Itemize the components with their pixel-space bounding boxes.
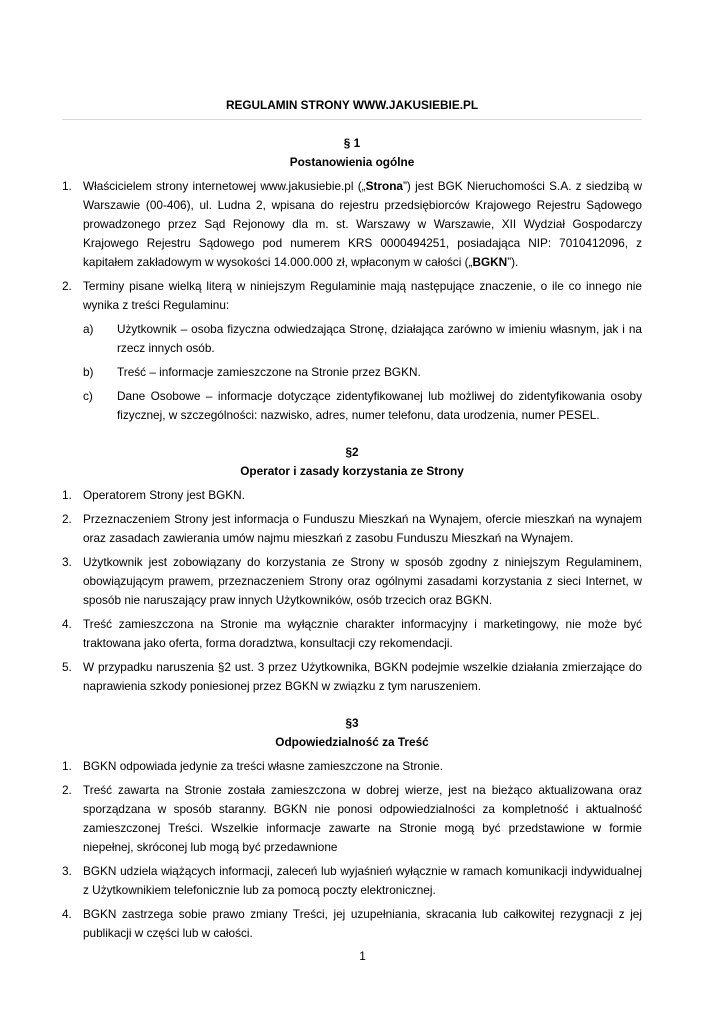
item-number: 4. bbox=[62, 907, 72, 921]
section bbox=[62, 714, 642, 943]
document-body bbox=[62, 96, 642, 943]
item-number: 3. bbox=[62, 864, 72, 878]
list-item bbox=[62, 177, 642, 272]
section-number: §3 bbox=[345, 716, 359, 730]
definition-text: Treść – informacje zamieszczone na Stronie przez BGKN. bbox=[117, 365, 421, 379]
section-title: Postanowienia ogólne bbox=[289, 155, 415, 169]
list-item bbox=[62, 781, 642, 857]
section-title: Operator i zasady korzystania ze Strony bbox=[240, 464, 464, 478]
definition-letter: c) bbox=[83, 389, 93, 403]
item-number: 1. bbox=[62, 179, 72, 193]
section-number: § 1 bbox=[343, 136, 361, 150]
defined-term: BGKN bbox=[472, 255, 508, 269]
section-number: §2 bbox=[345, 445, 359, 459]
definition-item bbox=[83, 387, 642, 425]
text-run: Treść zawarta na Stronie została zamieszczona w dobrej wierze, jest na bieżąco aktualizowana oraz sporządzana w sposób staranny. BGKN nie ponosi odpowiedzialności za kompletność i aktualność zamieszczonej Treści. Wszelkie informacje zawarte na Stronie mogą być przedstawione w formie niepełnej, skróconej lub mogą być przedawnione bbox=[83, 783, 642, 854]
item-number: 2. bbox=[62, 279, 72, 293]
item-text bbox=[83, 488, 245, 502]
text-run: BGKN zastrzega sobie prawo zmiany Treści, jej uzupełniania, skracania lub całkowitej rezygnacji z jej publikacji w części lub w całości. bbox=[83, 907, 642, 940]
section-title: Odpowiedzialność za Treść bbox=[275, 735, 429, 749]
item-text bbox=[83, 864, 642, 897]
text-run: W przypadku naruszenia §2 ust. 3 przez Użytkownika, BGKN podejmie wszelkie działania zmierzające do naprawienia szkody poniesionej przez BGKN w związku z tym naruszeniem. bbox=[83, 660, 642, 693]
list-item bbox=[62, 658, 642, 696]
item-text bbox=[83, 555, 642, 607]
list-item bbox=[62, 757, 642, 776]
text-run: ”). bbox=[507, 255, 519, 269]
definition-text: Użytkownik – osoba fizyczna odwiedzająca Stronę, działająca zarówno w imieniu własnym, jak i na rzecz innych osób. bbox=[117, 322, 642, 355]
item-number: 2. bbox=[62, 512, 72, 526]
text-run: Treść zamieszczona na Stronie ma wyłącznie charakter informacyjny i marketingowy, nie może być traktowana jako oferta, forma doradztwa, konsultacji czy rekomendacji. bbox=[83, 617, 642, 650]
item-number: 3. bbox=[62, 555, 72, 569]
text-run: Operatorem Strony jest BGKN. bbox=[83, 488, 245, 502]
item-number: 2. bbox=[62, 783, 72, 797]
section-item-list bbox=[62, 757, 642, 943]
definition-item bbox=[83, 320, 642, 358]
list-item bbox=[62, 862, 642, 900]
item-text bbox=[83, 759, 443, 773]
item-text bbox=[83, 512, 642, 545]
text-run: BGKN udziela wiążących informacji, zaleceń lub wyjaśnień wyłącznie w ramach komunikacji indywidualnej z Użytkownikiem telefonicznie lub za pomocą poczty elektronicznej. bbox=[83, 864, 642, 897]
text-run: BGKN odpowiada jedynie za treści własne zamieszczone na Stronie. bbox=[83, 759, 443, 773]
list-item bbox=[62, 277, 642, 425]
list-item bbox=[62, 615, 642, 653]
item-text bbox=[83, 617, 642, 650]
item-number: 5. bbox=[62, 660, 72, 674]
list-item bbox=[62, 510, 642, 548]
section-item-list bbox=[62, 177, 642, 425]
sections-container bbox=[62, 134, 642, 943]
item-text bbox=[83, 907, 642, 940]
list-item bbox=[62, 905, 642, 943]
list-item bbox=[62, 553, 642, 610]
defined-term: Strona bbox=[365, 179, 403, 193]
text-run: Terminy pisane wielką literą w niniejszym Regulaminie mają następujące znaczenie, o ile co innego nie wynika z treści Regulaminu: bbox=[83, 279, 642, 312]
definition-letter: a) bbox=[83, 322, 94, 336]
item-number: 4. bbox=[62, 617, 72, 631]
text-run: Użytkownik jest zobowiązany do korzystania ze Strony w sposób zgodny z niniejszym Regulaminem, obowiązującym prawem, przeznaczeniem Strony oraz ogólnymi zasadami korzystania z sieci Internet, w sposób nie naruszający praw innych Użytkowników, osób trzecich oraz BGKN. bbox=[83, 555, 642, 607]
text-run: Przeznaczeniem Strony jest informacja o Funduszu Mieszkań na Wynajem, ofercie mieszkań na wynajem oraz zasadach zawierania umów najmu mieszkań z zasobu Funduszu Mieszkań na Wynajem. bbox=[83, 512, 642, 545]
definition-text: Dane Osobowe – informacje dotyczące zidentyfikowanej lub możliwej do zidentyfikowania osoby fizycznej, w szczególności: nazwisko, adres, numer telefonu, data urodzenia, numer PESEL. bbox=[117, 389, 642, 422]
item-text bbox=[83, 179, 642, 269]
definition-list bbox=[83, 320, 642, 425]
item-text bbox=[83, 783, 642, 854]
definition-letter: b) bbox=[83, 365, 94, 379]
item-text bbox=[83, 660, 642, 693]
section-item-list bbox=[62, 486, 642, 696]
definition-item bbox=[83, 363, 642, 382]
text-run: ”) jest BGK Nieruchomości S.A. z siedzibą w Warszawie (00-406), ul. Ludna 2, wpisana do rejestru przedsiębiorców Krajowego Rejestru Sądowego prowadzonego przez Sąd Rejonowy dla m. st. Warszawy w Warszawie, XII Wydział Gospodarczy Krajowego Rejestru Sądowego pod numerem KRS 0000494251, posiadająca NIP: 7010412096, z kapitałem zakładowym w wysokości 14.000.000 zł, wpłaconym w całości („ bbox=[83, 179, 642, 269]
document-title: REGULAMIN STRONY WWW.JAKUSIEBIE.PL bbox=[62, 96, 642, 120]
text-run: Właścicielem strony internetowej www.jakusiebie.pl („ bbox=[83, 179, 366, 193]
section bbox=[62, 443, 642, 696]
item-number: 1. bbox=[62, 759, 72, 773]
list-item bbox=[62, 486, 642, 505]
item-text bbox=[83, 279, 642, 312]
page-number: 1 bbox=[359, 949, 366, 963]
item-number: 1. bbox=[62, 488, 72, 502]
section bbox=[62, 134, 642, 425]
